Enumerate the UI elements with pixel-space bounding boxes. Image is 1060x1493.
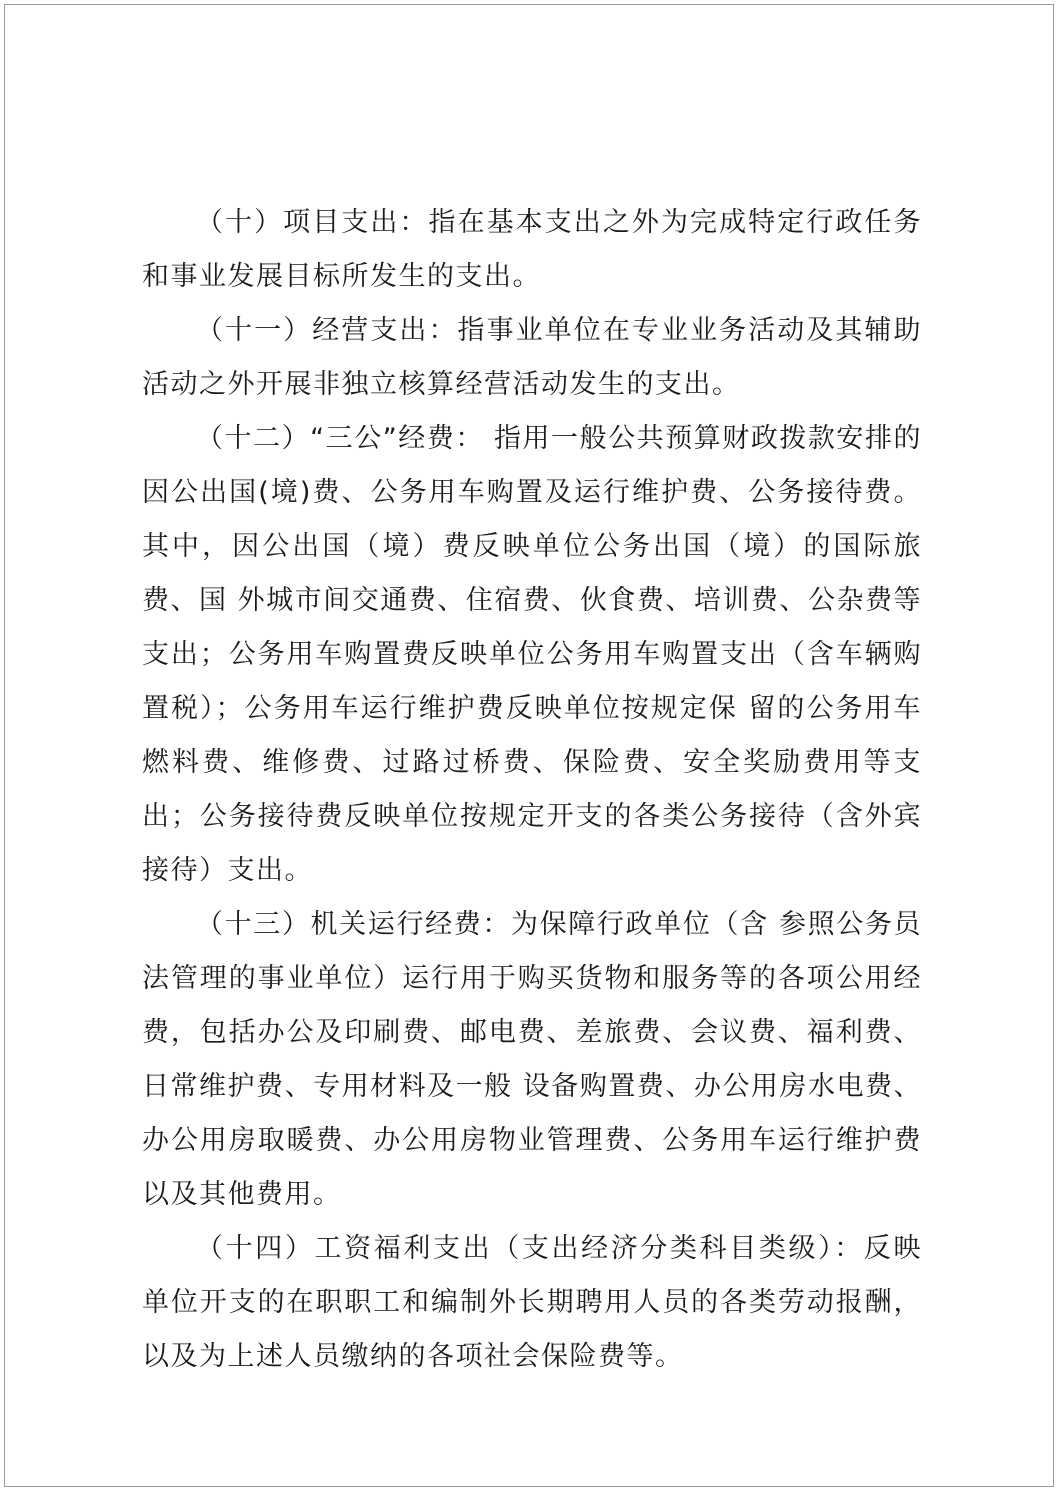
document-body [142, 196, 922, 1384]
paragraph-agency-operating-funds: （十三）机关运行经费：为保障行政单位（含 参照公务员法管理的事业单位）运行用于购买货物和服务等的各项公用经费，包括办公及印刷费、邮电费、差旅费、会议费、福利费、日常维护费、专用材料及一般 设备购置费、办公用房水电费、办公用房取暖费、办公用房物业管理费、公务用车运行维护费以及其他费用。 [142, 909, 922, 1210]
paragraph-operating-expenditure: （十一）经营支出：指事业单位在专业业务活动及其辅助活动之外开展非独立核算经营活动发生的支出。 [142, 315, 922, 400]
paragraph-project-expenditure: （十）项目支出：指在基本支出之外为完成特定行政任务和事业发展目标所发生的支出。 [142, 207, 922, 292]
paragraph-three-public-funds: （十二）“三公”经费： 指用一般公共预算财政拨款安排的因公出国(境)费、公务用车购置及运行维护费、公务接待费。其中，因公出国（境）费反映单位公务出国（境）的国际旅费、国 外城市间交通费、住宿费、伙食费、培训费、公杂费等支出；公务用车购置费反映单位公务用车购置支出（含车辆购置税）；公务用车运行维护费反映单位按规定保 留的公务用车燃料费、维修费、过路过桥费、保险费、安全奖励费用等支出；公务接待费反映单位按规定开支的各类公务接待（含外宾接待）支出。 [142, 423, 922, 886]
paragraph-wage-welfare-expenditure: （十四）工资福利支出（支出经济分类科目类级）：反映单位开支的在职职工和编制外长期聘用人员的各类劳动报酬，以及为上述人员缴纳的各项社会保险费等。 [142, 1233, 922, 1372]
